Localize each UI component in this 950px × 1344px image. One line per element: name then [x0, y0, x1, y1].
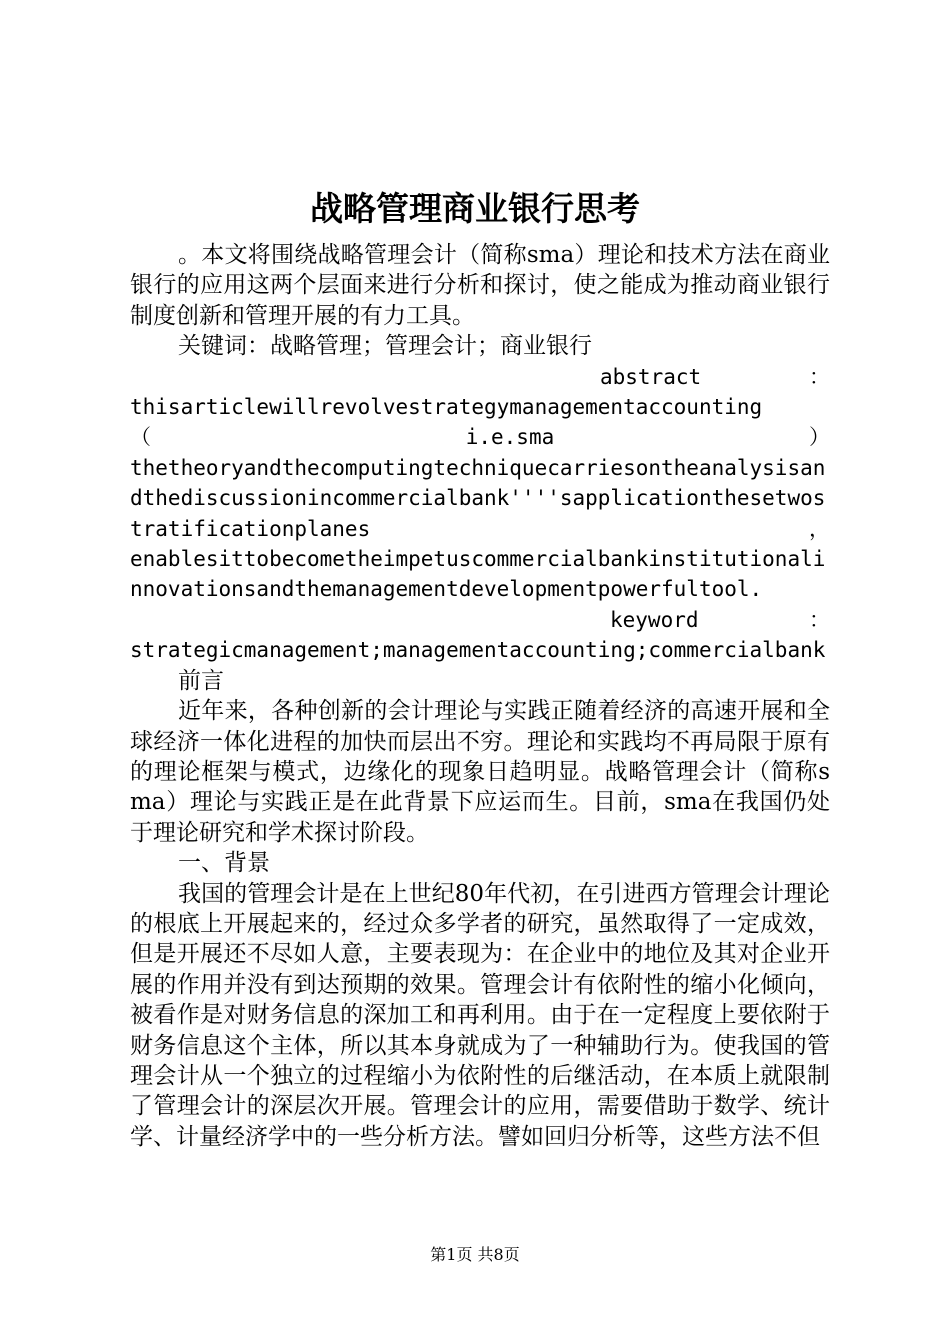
abstract-en-paren-line: [130, 422, 830, 452]
abstract-en-label-line: [130, 362, 830, 392]
abstract-en-tail: enablesittobecometheimpetuscommercialbankinstitutionalinnovationsandthemanagementdevelopmentpowerfultool.: [130, 547, 826, 602]
abstract-cn-paragraph: 。本文将围绕战略管理会计（简称sma）理论和技术方法在商业银行的应用这两个层面来进行分析和探讨，使之能成为推动商业银行制度创新和管理开展的有力工具。: [130, 242, 830, 329]
keyword-en-text: strategicmanagement;managementaccounting;commercialbank: [130, 638, 826, 663]
abstract-en-comma: ，: [809, 516, 830, 541]
keywords-cn: 关键词：战略管理；管理会计；商业银行: [178, 333, 592, 360]
abstract-en-line1: thisarticlewillrevolvestrategymanagementaccounting: [130, 395, 763, 420]
abstract-en-body-wrap: [130, 453, 830, 544]
section-heading-background: 一、背景: [178, 850, 270, 877]
preface-paragraph: 近年来，各种创新的会计理论与实践正随着经济的高速开展和全球经济一体化进程的加快而层出不穷。理论和实践均不再局限于原有的理论框架与模式，边缘化的现象日趋明显。战略管理会计（简称sma）理论与实践正是在此背景下应运而生。目前，sma在我国仍处于理论研究和学术探讨阶段。: [130, 698, 830, 846]
document-body: [130, 240, 830, 1152]
abstract-en-paren-open: （: [130, 425, 151, 450]
abstract-en-colon: ：: [809, 364, 830, 389]
abstract-en-label: abstract: [600, 364, 702, 389]
abstract-en-body: thetheoryandthecomputingtechniquecarriesontheanalysisandthediscussionincommercialbank''''sapplicationthesetwostratificationplanes: [130, 455, 826, 541]
keyword-en-label: keyword: [610, 607, 699, 632]
abstract-en-block: [130, 362, 830, 605]
document-title: 战略管理商业银行思考: [310, 189, 640, 228]
page-number-footer: 第1页 共8页: [430, 1245, 520, 1264]
abstract-en-paren-close: ）: [808, 425, 830, 450]
keyword-en-colon: ：: [809, 607, 830, 632]
keyword-en-block: [130, 605, 830, 666]
keyword-en-label-line: [130, 605, 830, 635]
background-paragraph: 我国的管理会计是在上世纪80年代初，在引进西方管理会计理论的根底上开展起来的，经过众多学者的研究，虽然取得了一定成效，但是开展还不尽如人意，主要表现为：在企业中的地位及其对企业开展的作用并没有到达预期的效果。管理会计有依附性的缩小化倾向，被看作是对财务信息的深加工和再利用。由于在一定程度上要依附于财务信息这个主体，所以其本身就成为了一种辅助行为。使我国的管理会计从一个独立的过程缩小为依附性的后继活动，在本质上就限制了管理会计的深层次开展。管理会计的应用，需要借助于数学、统计学、计量经济学中的一些分析方法。譬如回归分析等，这些方法不但: [130, 880, 830, 1150]
section-heading-preface: 前言: [178, 667, 224, 694]
abstract-en-paren-mid: i.e.sma: [465, 425, 555, 450]
